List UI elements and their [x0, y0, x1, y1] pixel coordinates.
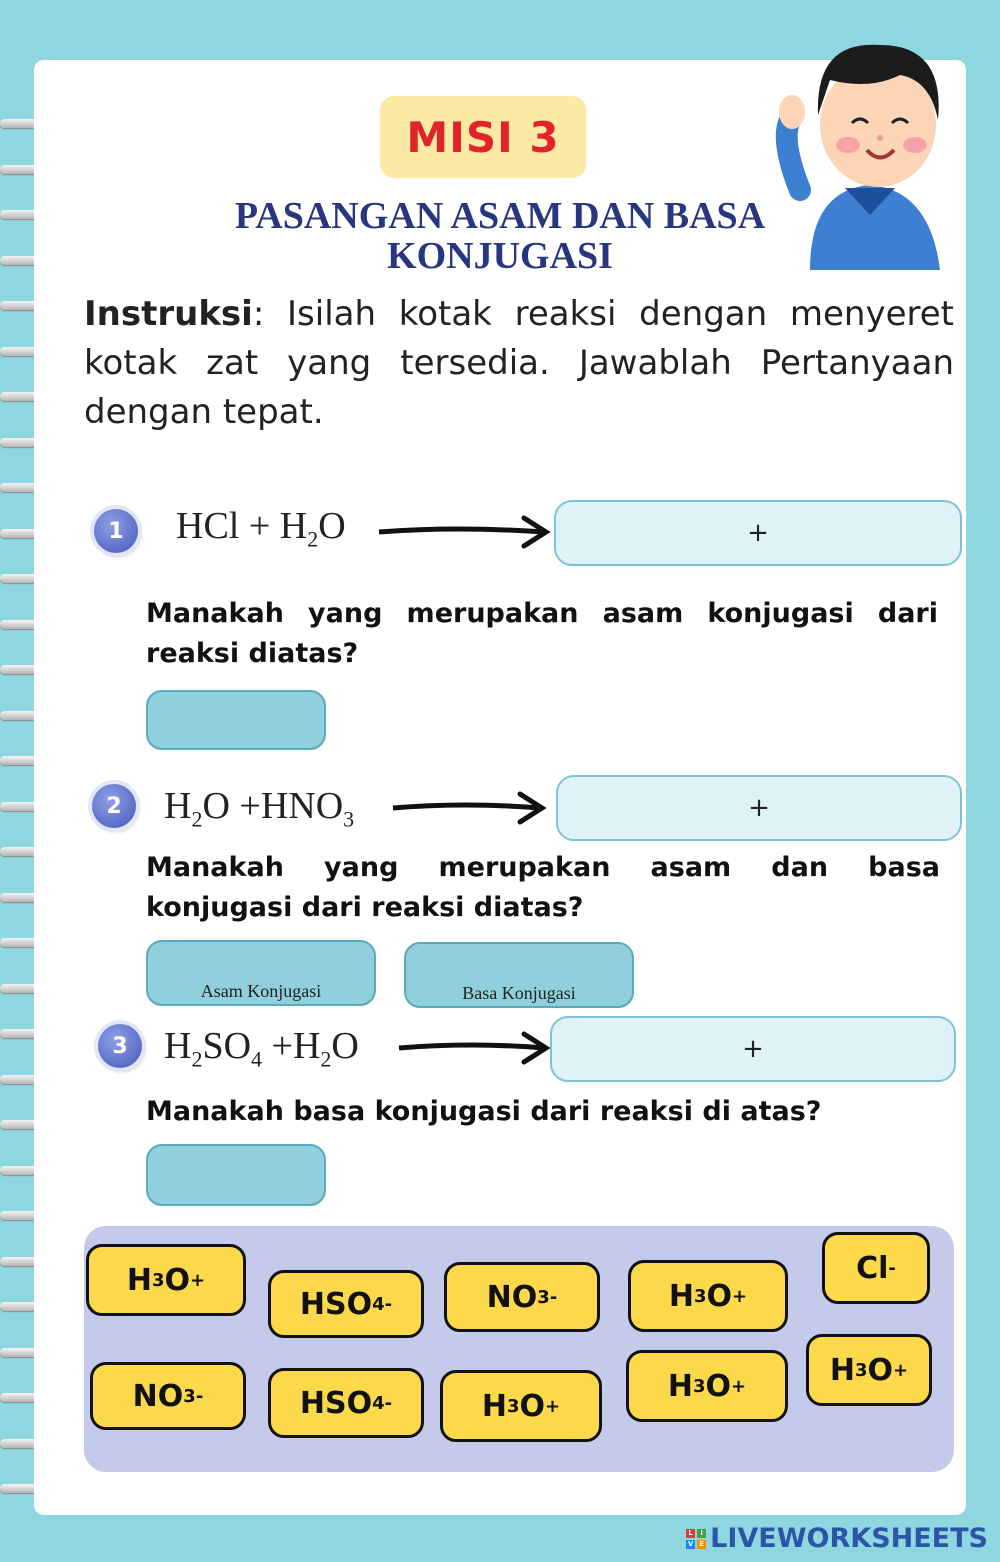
equation-3 [164, 1024, 359, 1073]
eq2-sub-3: 3 [343, 806, 355, 832]
chip-cl-minus[interactable]: Cl - [822, 1232, 930, 1304]
chip-hso4-minus[interactable]: HSO 4 - [268, 1368, 424, 1438]
equation-2 [164, 784, 354, 833]
eq1-h: H [279, 505, 308, 547]
reaction-arrow-1 [376, 512, 552, 552]
product-dropzone-3[interactable]: + [550, 1016, 956, 1082]
eq3-sub-4: 4 [251, 1046, 263, 1072]
eq3-sub-2b: 2 [320, 1046, 332, 1072]
eq3-plus-h: +H [262, 1025, 321, 1067]
page-subtitle: PASANGAN ASAM DAN BASA KONJUGASI [234, 195, 766, 277]
reaction-arrow-3 [396, 1028, 552, 1068]
liveworksheets-footer [686, 1523, 988, 1554]
eq1-o: O [318, 505, 346, 547]
eq1-sub: 2 [307, 526, 319, 552]
eq3-so: SO [202, 1025, 252, 1067]
footer-brand: LIVEWORKSHEETS [710, 1523, 988, 1554]
chip-no3-minus[interactable]: NO 3 - [90, 1362, 246, 1430]
chip-hso4-minus[interactable]: HSO 4 - [268, 1270, 424, 1338]
chip-h3o-plus[interactable]: H 3 O + [628, 1260, 788, 1332]
question-text-1: Manakah yang merupakan asam konjugasi dari reaksi diatas? [146, 598, 938, 669]
eq3-sub-2: 2 [191, 1046, 203, 1072]
liveworksheets-logo-icon: L I V E [686, 1529, 706, 1549]
instruction-label: Instruksi [84, 294, 253, 334]
product-dropzone-1[interactable]: + [554, 500, 962, 566]
eq1-plus: + [248, 505, 271, 547]
eq2-sub-2: 2 [191, 806, 203, 832]
question-number-3: 3 [98, 1024, 142, 1068]
mission-title-box [380, 96, 586, 178]
instruction-body: : Isilah kotak reaksi dengan menyeret kotak zat yang tersedia. Jawablah Pertanyaan dengan tepat. [84, 294, 954, 432]
answer-dropzone-3[interactable] [146, 1144, 326, 1206]
answer-dropzone-basa-konjugasi[interactable]: Basa Konjugasi [404, 942, 634, 1008]
question-text-2: Manakah yang merupakan asam dan basa konjugasi dari reaksi diatas? [146, 852, 940, 923]
question-text-3: Manakah basa konjugasi dari reaksi di atas? [146, 1096, 822, 1127]
eq2-h: H [164, 785, 192, 827]
instruction-text [84, 290, 954, 437]
chip-h3o-plus[interactable]: H 3 O + [440, 1370, 602, 1442]
chip-h3o-plus[interactable]: H 3 O + [806, 1334, 932, 1406]
answer-dropzone-1[interactable] [146, 690, 326, 750]
chip-h3o-plus[interactable]: H 3 O + [86, 1244, 246, 1316]
eq3-h: H [164, 1025, 192, 1067]
chip-h3o-plus[interactable]: H 3 O + [626, 1350, 788, 1422]
product-dropzone-2[interactable]: + [556, 775, 962, 841]
eq1-reactant-a: HCl [176, 505, 240, 547]
eq3-o: O [331, 1025, 359, 1067]
eq2-o: O +HNO [202, 785, 344, 827]
reaction-arrow-2 [390, 788, 548, 828]
mission-title: MISI 3 [406, 112, 560, 162]
question-number-1: 1 [94, 509, 138, 553]
equation-1 [176, 504, 346, 553]
answer-dropzone-asam-konjugasi[interactable]: Asam Konjugasi [146, 940, 376, 1006]
chip-no3-minus[interactable]: NO 3 - [444, 1262, 600, 1332]
question-number-2: 2 [92, 784, 136, 828]
